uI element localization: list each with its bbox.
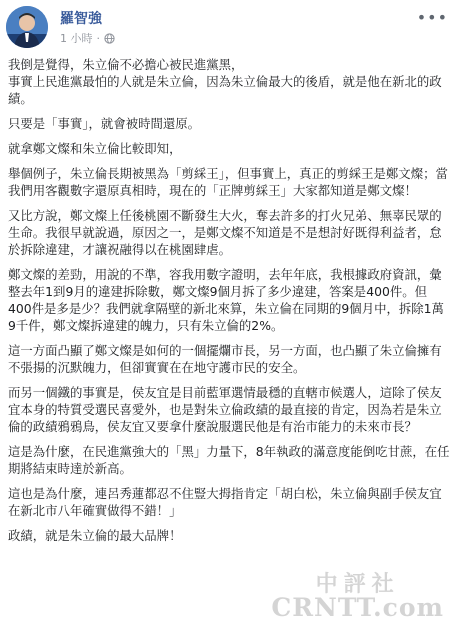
post-time[interactable]: 1 小時 (60, 32, 93, 45)
post-paragraph: 我倒是覺得，朱立倫不必擔心被民進黨黑， 事實上民進黨最怕的人就是朱立倫，因為朱立倫最大的後盾，就是他在新北的政績。 (8, 57, 442, 106)
watermark-chinese: 中評社 (315, 571, 400, 597)
globe-icon (104, 33, 115, 44)
post-header (0, 0, 458, 56)
post-meta: 1 小時 · (60, 30, 115, 46)
avatar[interactable] (6, 6, 48, 48)
post-paragraph: 只要是「事實」，就會被時間還原。 (8, 116, 201, 131)
post-paragraph: 這一方面凸顯了鄭文燦是如何的一個擺爛市長，另一方面，也凸顯了朱立倫擁有不張揚的沉默魄力，但卻實實在在地守護市民的安全。 (8, 343, 442, 375)
more-options-icon[interactable]: ••• (416, 8, 448, 27)
post-paragraph: 又比方說，鄭文燦上任後桃園不斷發生大火，奪去許多的打火兄弟、無辜民眾的生命。我很早就說過，原因之一，是鄭文燦不知道是不是想討好既得利益者，怠於拆除違建，才讓祝融得以在桃園肆虐。 (8, 208, 442, 257)
post-paragraph: 鄭文燦的差勁，用說的不準，容我用數字證明，去年年底，我根據政府資訊，彙整去年1到9月的違建拆除數，鄭文燦9個月拆了多少違建，答案是400件。但 400件是多是少？我們就拿隔壁的新北來算，朱立倫在同期的9個月中，拆除1萬9千件，鄭文燦拆違建的魄力，只有朱立倫的2%。 (8, 267, 444, 333)
post-paragraph: 就拿鄭文燦和朱立倫比較即知， (8, 141, 182, 156)
watermark-site: CRNTT.com (271, 593, 444, 622)
post-paragraph: 這也是為什麼，連呂秀蓮都忍不住豎大拇指肯定「胡白松，朱立倫與副手侯友宜在新北市八年確實做得不錯！」 (8, 486, 442, 518)
post-paragraph: 政績，就是朱立倫的最大品牌！ (8, 528, 182, 543)
post-paragraph: 這是為什麼，在民進黨強大的「黑」力量下，8年執政的滿意度能倒吃甘蔗，在任期將結束時達於新高。 (8, 444, 450, 476)
author-name[interactable]: 羅智強 (60, 11, 102, 27)
watermark (271, 573, 444, 620)
post-paragraph: 舉個例子，朱立倫長期被黑為「剪綵王」，但事實上，真正的剪綵王是鄭文燦；當我們用客觀數字還原真相時，現在的「正牌剪綵王」大家都知道是鄭文燦！ (8, 166, 448, 198)
post-paragraph: 而另一個鐵的事實是，侯友宜是目前藍軍選情最穩的直轄市候選人，這除了侯友宜本身的特質受選民喜愛外，也是對朱立倫政績的最直接的肯定，因為若是朱立倫的政績鴉鴉鳥，侯友宜又要拿什麼說服選民他是有治市能力的未來市長？ (8, 385, 442, 434)
post-body (8, 56, 450, 552)
avatar-portrait (6, 6, 48, 48)
